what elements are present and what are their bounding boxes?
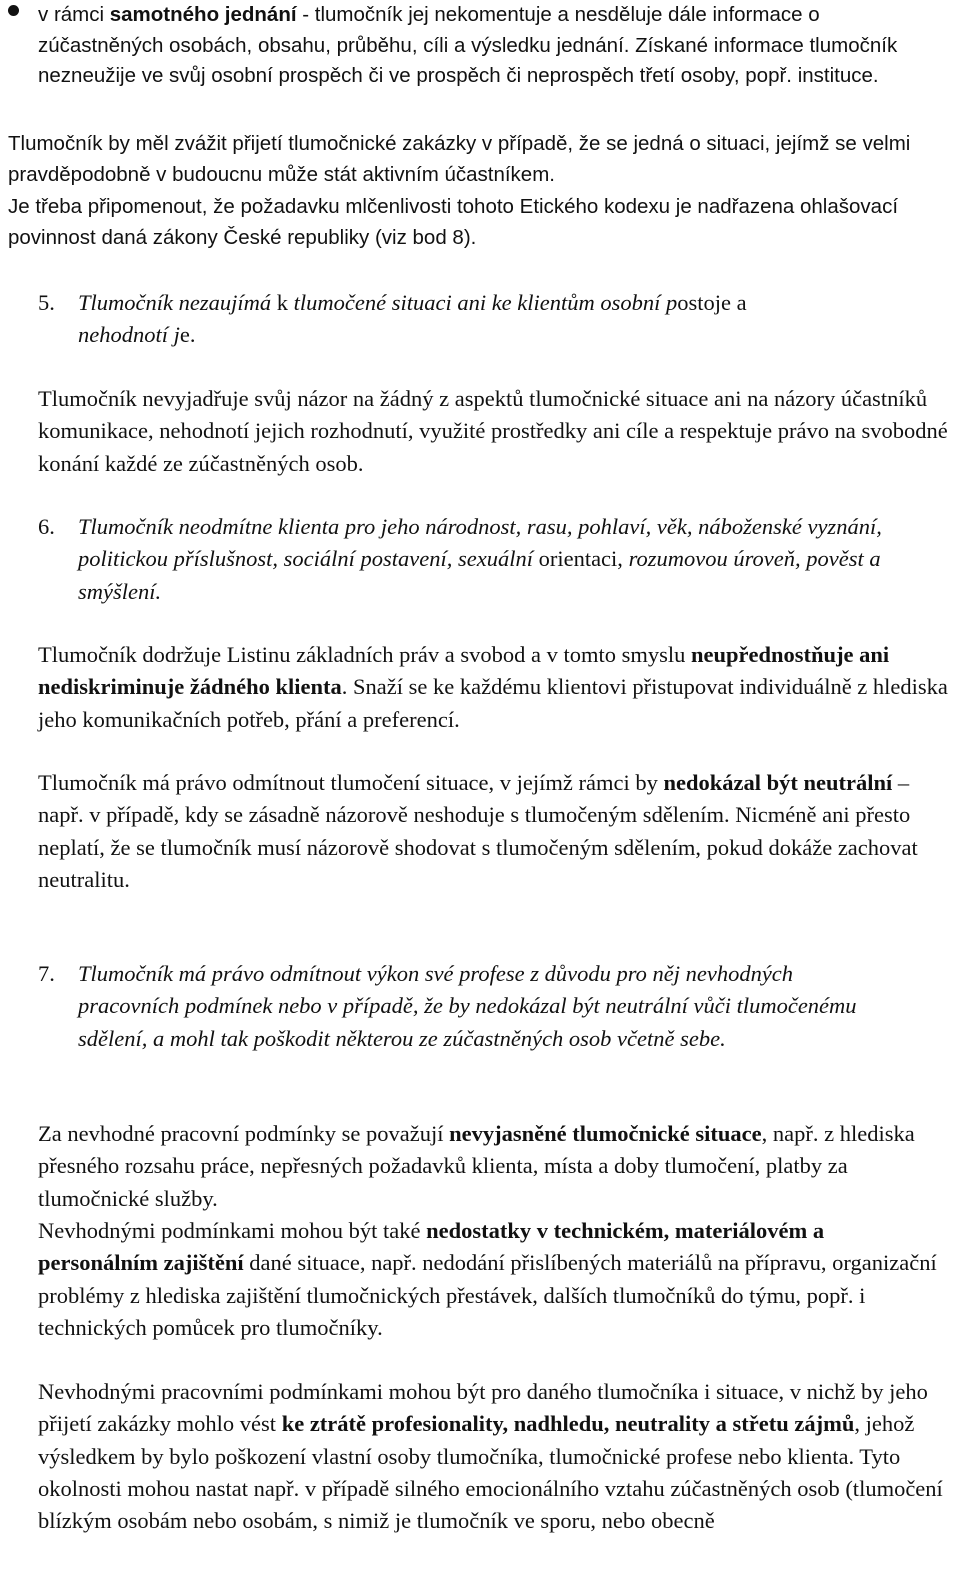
p7a-bold: nevyjasněné tlumočnické situace [449,1121,762,1146]
p6b-t2: – např. v případě, kdy se zásadně názorově neshoduje s tlumočeným sdělením. Nicméně ani přesto neplatí, že se tlumočník musí názorově shodovat s tlumočeným sdělením, pokud dokáže zachovat neutralitu. [38,770,918,892]
paragraph-consideration: Tlumočník by měl zvážit přijetí tlumočnické zakázky v případě, že se jedná o situaci, jejímž se velmi pravděpodobně v budoucnu může stát aktivním účastníkem. [8,132,911,186]
p7c-bold: ke ztrátě profesionality, nadhledu, neutrality a střetu zájmů [281,1411,855,1437]
point-6-heading [78,511,888,608]
bullet-text-start: v rámci [38,3,110,26]
p6b-t1: Tlumočník má právo odmítnout tlumočení situace, v jejímž rámci by [38,770,664,795]
paragraph-point-7b [38,1215,943,1344]
point-7 [0,958,960,1090]
paragraph-point-5: Tlumočník nevyjadřuje svůj názor na žádný z aspektů tlumočnické situace ani na názory účastníků komunikace, nehodnotí jejich rozhodnutí, využité prostředky ani cíle a respektuje právo na svobodné konání každé ze zúčastněných osob. [38,386,948,476]
p6a-bold: neupřednostňuje ani nediskriminuje žádného klienta [38,642,890,700]
point-5-h2: k [271,290,294,315]
bullet-icon [8,5,19,16]
bullet-text-rest: - tlumočník jej nekomentuje a nesděluje dále informace o zúčastněných osobách, obsahu, průběhu, cíli a výsledku jednání. Získané informace tlumočník nezneužije ve svůj osobní prospěch či ve prospěch či neprospěch třetí osoby, popř. instituce. [38,3,898,88]
bullet-text-bold: samotného jednání [109,3,297,26]
point-6-number: 6. [38,514,55,539]
paragraph-point-6b [38,767,928,896]
bullet-text [38,0,938,92]
point-7-text: Tlumočník má právo odmítnout výkon své profese z důvodu pro něj nevhodných pracovních podmínek nebo v případě, že by nedokázal být neutrální vůči tlumočenému sdělení, a mohl tak poškodit některou ze zúčastněných osob včetně sebe. [78,961,857,1051]
p7c-t1: Nevhodnými pracovními podmínkami mohou být pro daného tlumočníka i situace, v nichž by jeho přijetí zakázky mohlo vést [38,1379,928,1437]
point-5-h3: tlumočené situaci ani ke klientům osobní p [293,290,678,315]
point-5-h5: nehodnotí j [78,322,180,348]
p6b-bold: nedokázal být neutrální [663,770,893,795]
paragraph-point-7c [38,1376,953,1537]
p7c-t2: , jehož výsledkem by bylo poškození vlastní osoby tlumočníka, tlumočnické profese nebo klienta. Tyto okolnosti mohou nastat např. v případě silného emocionálního vztahu zúčastněných osob (tlumočení blízkým osobám nebo osobám, s nimiž je tlumočník ve sporu, nebo obecně [38,1411,943,1534]
point-6-h3: rozumovou úroveň, pověst a smýšlení. [78,546,881,604]
point-5-heading [78,287,938,352]
point-6 [0,511,960,611]
point-5-h6: e. [179,322,196,348]
p7a-t1: Za nevhodné pracovní podmínky se považují [38,1121,450,1146]
point-5-number: 5. [38,290,55,315]
p7b-t1: Nevhodnými podmínkami mohou být také [38,1218,427,1243]
point-7-number: 7. [38,961,55,986]
p7a-t2: , např. z hlediska přesného rozsahu práce, nepřesných požadavků klienta, místa a doby tlumočení, platby za tlumočnické služby. [38,1121,915,1211]
point-6-h1: Tlumočník neodmítne klienta pro jeho národnost, rasu, pohlaví, věk, náboženské vyznání, politickou příslušnost, sociální postavení, sexuální [78,514,882,572]
paragraph-reporting-duty: Je třeba připomenout, že požadavku mlčenlivosti tohoto Etického kodexu je nadřazena ohlašovací povinnost daná zákony České republiky (viz bod 8). [8,195,899,249]
paragraph-point-6a [38,639,953,736]
point-7-heading [78,958,878,1055]
p6a-t2: . Snaží se ke každému klientovi přistupovat individuálně z hlediska jeho komunikačních potřeb, přání a preferencí. [38,674,948,732]
p6a-t1: Tlumočník dodržuje Listinu základních práv a svobod a v tomto smyslu [38,642,692,667]
point-5-h4: ostoje a [677,290,747,315]
point-6-h2: orientaci, [538,546,629,572]
paragraph-point-7a [38,1118,938,1215]
p7b-bold: nedostatky v technickém, materiálovém a personálním zajištění [38,1218,825,1276]
point-5-h1: Tlumočník nezaujímá [78,290,272,315]
p7b-t2: dané situace, např. nedodání přislíbených materiálů na přípravu, organizační problémy z hlediska zajištění tlumočnických přestávek, dalších tlumočníků do týmu, popř. i technických pomůcek pro tlumočníky. [38,1250,937,1340]
point-5 [0,287,960,353]
